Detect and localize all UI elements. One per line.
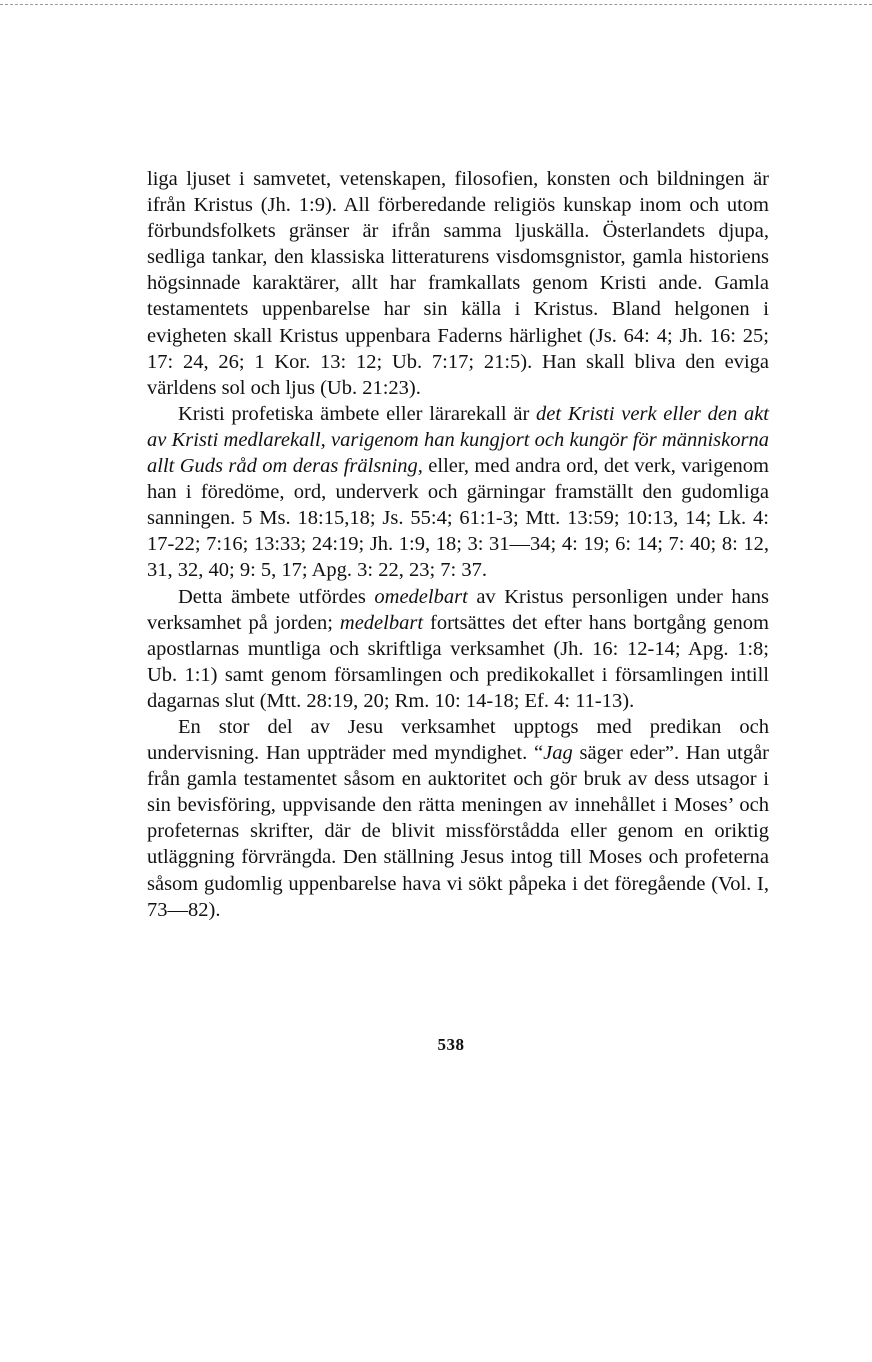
- page-top-edge-rule: [0, 4, 872, 5]
- italic-text-run: medelbart: [339, 611, 424, 634]
- paragraph-ambete-utfordes: [147, 584, 769, 714]
- page-number: 538: [437, 1035, 465, 1054]
- body-text-column: [147, 166, 769, 923]
- text-run: Detta ämbete utfördes: [178, 585, 375, 608]
- italic-text-run: Jag: [543, 742, 573, 765]
- text-run: En stor del av Jesu verksamhet upptogs med predikan och undervisning. Han uppträder med myndighet. “: [147, 715, 769, 765]
- text-run: Kristi profetiska ämbete eller lärarekall är: [178, 402, 537, 425]
- italic-text-run: det Kristi verk eller den akt av Kristi medlarekall, varigenom han kungjort och kungör för människorna allt Guds råd om deras frälsning,: [147, 402, 769, 478]
- text-run: säger eder”. Han utgår från gamla testamentet såsom en auktoritet och gör bruk av dess utsagor i sin bevisföring, uppvisande den rätta meningen av innehållet i Moses’ och profeternas skrifter, där de blivit missförstådda eller genom en oriktig utläggning förvrängda. Den ställning Jesus intog till Moses och profeterna såsom gudomlig uppenbarelse hava vi sökt påpeka i det föregående (Vol. I, 73—82).: [147, 742, 769, 921]
- text-run: liga ljuset i samvetet, vetenskapen, filosofien, konsten och bildningen är ifrån Kristus (Jh. 1:9). All förberedande religiös kunskap inom och utom förbundsfolkets gränser är ifrån samma ljuskälla. Österlandets djupa, sedliga tankar, den klassiska litteraturens visdomsgnistor, gamla historiens högsinnade karaktärer, allt har framkallats genom Kristi ande. Gamla testamentets uppenbarelse har sin källa i Kristus. Bland helgonen i evigheten skall Kristus uppenbara Faderns härlighet (Js. 64: 4; Jh. 16: 25; 17: 24, 26; 1 Kor. 13: 12; Ub. 7:17; 21:5). Han skall bliva den eviga världens sol och ljus (Ub. 21:23).: [147, 168, 769, 399]
- text-run: av Kristus personligen under hans verksamhet på jorden;: [147, 585, 769, 634]
- paragraph-jesu-verksamhet: [147, 714, 769, 923]
- text-run: fortsättes det efter hans bortgång genom apostlarnas muntliga och skriftliga verksamhet (Jh. 16: 12-14; Apg. 1:8; Ub. 1:1) samt genom församlingen och predikokallet i församlingen intill dagarnas slut (Mtt. 28:19, 20; Rm. 10: 14-18; Ef. 4: 11-13).: [147, 611, 769, 712]
- paragraph-profetiska-ambete: [147, 401, 769, 584]
- paragraph-continuation: [147, 166, 769, 401]
- italic-text-run: omedelbart: [374, 585, 468, 608]
- text-run: eller, med andra ord, det verk, varigenom han i föredöme, ord, underverk och gärningar framställt den gudomliga sanningen. 5 Ms. 18:15,18; Js. 55:4; 61:1-3; Mtt. 13:59; 10:13, 14; Lk. 4: 17-22; 7:16; 13:33; 24:19; Jh. 1:9, 18; 3: 31—34; 4: 19; 6: 14; 7: 40; 8: 12, 31, 32, 40; 9: 5, 17; Apg. 3: 22, 23; 7: 37.: [147, 455, 769, 582]
